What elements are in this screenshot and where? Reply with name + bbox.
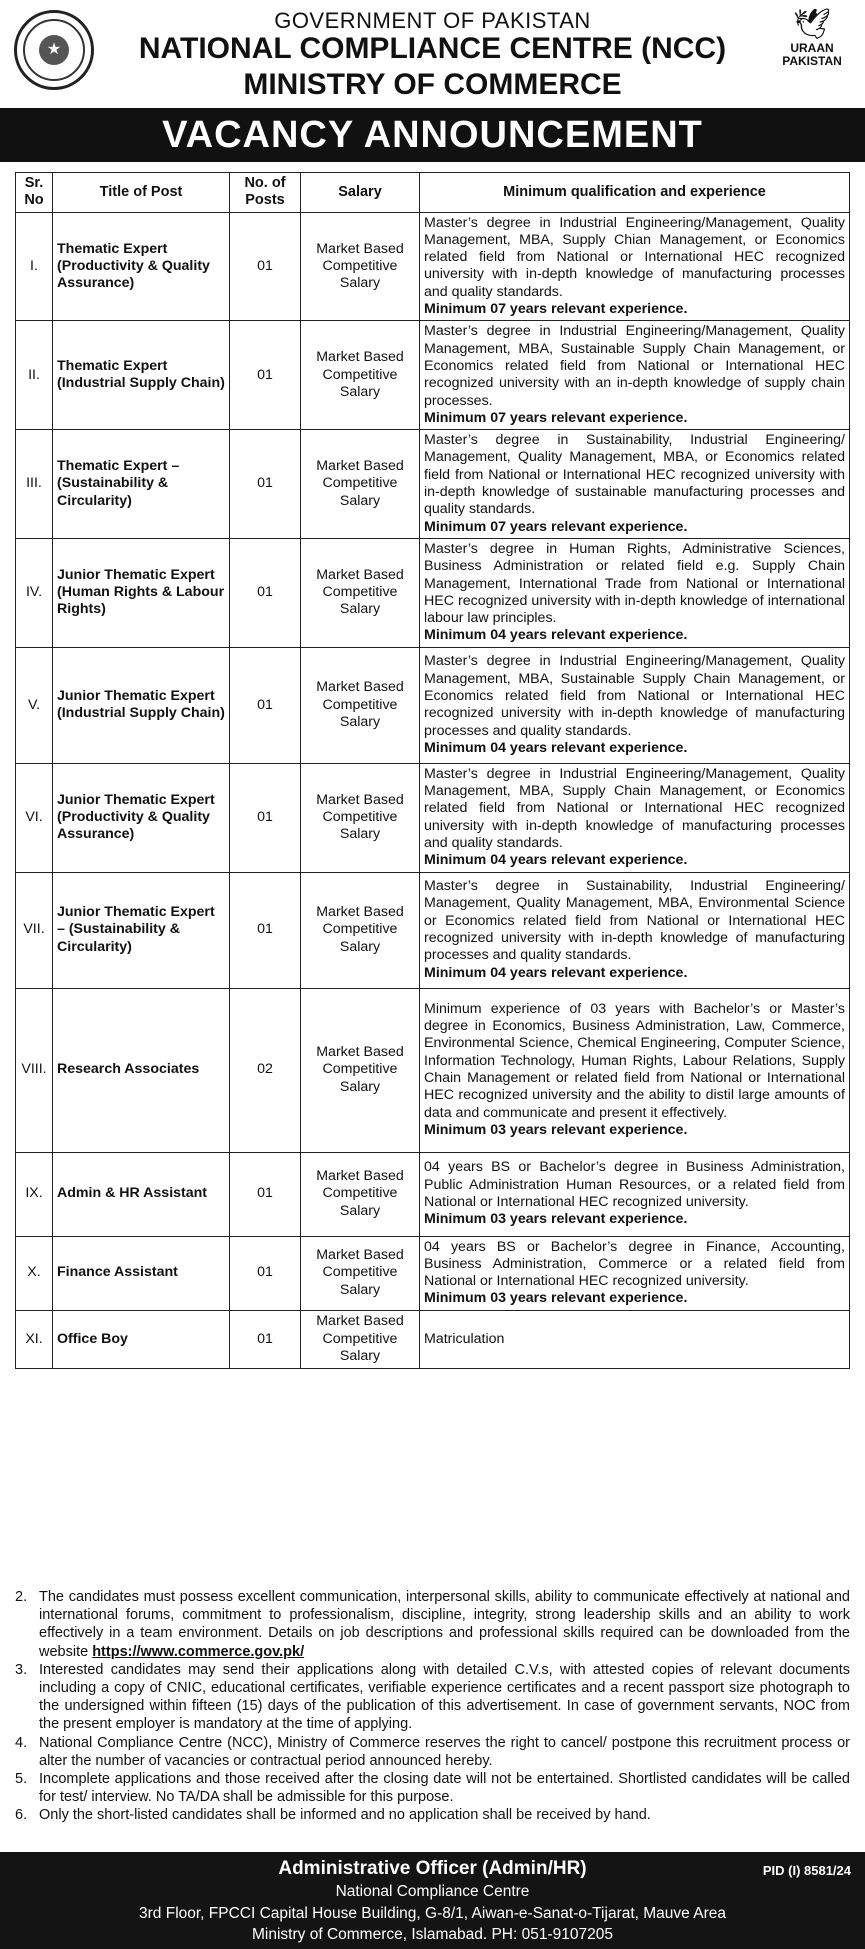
post-title: Junior Thematic Expert (Productivity & Quality Assurance) <box>53 763 230 872</box>
post-title: Research Associates <box>53 988 230 1152</box>
note-item <box>15 1734 850 1770</box>
salary: Market Based Competitive Salary <box>301 212 420 321</box>
note-item <box>15 1588 850 1661</box>
post-title: Thematic Expert (Industrial Supply Chain) <box>53 321 230 430</box>
note-number: 6. <box>15 1807 28 1824</box>
footer-block <box>0 1852 865 1949</box>
qualification-cell <box>420 321 850 430</box>
experience-requirement: Minimum 07 years relevant experience. <box>424 518 688 535</box>
column-header: No. of Posts <box>230 173 301 213</box>
experience-requirement: Minimum 04 years relevant experience. <box>424 739 688 756</box>
vacancy-banner: VACANCY ANNOUNCEMENT <box>0 108 865 162</box>
post-title: Finance Assistant <box>53 1236 230 1310</box>
uraan-pakistan-logo <box>767 8 857 100</box>
experience-requirement: Minimum 04 years relevant experience. <box>424 964 688 981</box>
post-count: 01 <box>230 647 301 763</box>
ministry-heading: MINISTRY OF COMMERCE <box>243 68 622 101</box>
salary: Market Based Competitive Salary <box>301 538 420 647</box>
experience-requirement: Minimum 03 years relevant experience. <box>424 1121 688 1138</box>
post-count: 01 <box>230 1152 301 1236</box>
salary: Market Based Competitive Salary <box>301 647 420 763</box>
table-row <box>16 212 850 321</box>
table-header-row <box>16 173 850 213</box>
note-number: 4. <box>15 1734 28 1751</box>
serial-number: VII. <box>16 872 53 988</box>
note-item <box>15 1770 850 1806</box>
website-link[interactable]: https://www.commerce.gov.pk/ <box>92 1643 305 1660</box>
page-header <box>0 0 865 108</box>
column-header: Minimum qualification and experience <box>420 173 850 213</box>
bird-icon: 🕊 <box>792 8 832 41</box>
column-header: Sr. No <box>16 173 53 213</box>
post-count: 01 <box>230 872 301 988</box>
post-title: Junior Thematic Expert (Human Rights & Labour Rights) <box>53 538 230 647</box>
serial-number: IV. <box>16 538 53 647</box>
serial-number: VI. <box>16 763 53 872</box>
qualification-cell <box>420 430 850 539</box>
serial-number: VIII. <box>16 988 53 1152</box>
table-row <box>16 763 850 872</box>
qualification-text: 04 years BS or Bachelor’s degree in Business Administration, Public Administration Human Resources, or a related field from National or International HEC recognized university. <box>424 1159 845 1210</box>
serial-number: III. <box>16 430 53 539</box>
post-count: 01 <box>230 538 301 647</box>
post-title: Office Boy <box>53 1310 230 1368</box>
experience-requirement: Minimum 04 years relevant experience. <box>424 852 688 869</box>
note-number: 5. <box>15 1771 28 1788</box>
experience-requirement: Minimum 04 years relevant experience. <box>424 627 688 644</box>
salary: Market Based Competitive Salary <box>301 988 420 1152</box>
qualification-text: Master’s degree in Human Rights, Administrative Sciences, Business Administration or related field e.g. Supply Chain Management, International Trade from National or International HEC recognized university with in-depth knowledge of international labour law principles. <box>424 540 845 627</box>
qualification-text: Master’s degree in Industrial Engineering/Management, Quality Management, MBA, Supply Chain Management, or Economics related field from National or International HEC recognized university with in-depth knowledge of manufacturing processes and quality standards. <box>424 765 845 851</box>
government-heading: GOVERNMENT OF PAKISTAN <box>274 8 591 33</box>
note-text: Interested candidates may send their applications along with detailed C.V.s, with attested copies of relevant documents including a copy of CNIC, educational certificates, verifiable experience certificates and a recent passport size photograph to the undersigned within fifteen (15) days of the publication of this advertisement. In case of government servants, NOC from the present employer is mandatory at the time of applying. <box>39 1661 850 1733</box>
post-title: Junior Thematic Expert (Industrial Supply Chain) <box>53 647 230 763</box>
table-row <box>16 538 850 647</box>
serial-number: I. <box>16 212 53 321</box>
qualification-cell <box>420 538 850 647</box>
qualification-cell <box>420 647 850 763</box>
serial-number: X. <box>16 1236 53 1310</box>
experience-requirement: Minimum 03 years relevant experience. <box>424 1211 688 1228</box>
column-header: Salary <box>301 173 420 213</box>
post-count: 01 <box>230 1236 301 1310</box>
table-row <box>16 872 850 988</box>
note-item <box>15 1661 850 1734</box>
post-title: Admin & HR Assistant <box>53 1152 230 1236</box>
salary: Market Based Competitive Salary <box>301 1236 420 1310</box>
table-row <box>16 1310 850 1368</box>
table-row <box>16 1152 850 1236</box>
note-item <box>15 1806 850 1824</box>
serial-number: II. <box>16 321 53 430</box>
vacancy-table <box>15 172 850 1369</box>
salary: Market Based Competitive Salary <box>301 1152 420 1236</box>
table-row <box>16 321 850 430</box>
note-number: 2. <box>15 1589 28 1605</box>
post-count: 02 <box>230 988 301 1152</box>
experience-requirement: Minimum 07 years relevant experience. <box>424 409 688 426</box>
pid-number: PID (I) 8581/24 <box>762 1863 851 1878</box>
qualification-cell <box>420 1310 850 1368</box>
experience-requirement: Minimum 03 years relevant experience. <box>424 1290 688 1307</box>
post-count: 01 <box>230 1310 301 1368</box>
salary: Market Based Competitive Salary <box>301 763 420 872</box>
qualification-cell <box>420 988 850 1152</box>
notes-section <box>15 1588 850 1825</box>
post-count: 01 <box>230 321 301 430</box>
note-text: The candidates must possess excellent communication, interpersonal skills, ability to communicate effectively at national and international forums, commitment to professionalism, discipline, integrity, strong leadership skills and an ability to work effectively in a team environment. Details on job descriptions and professional skills required can be downloaded from the website <box>39 1589 850 1660</box>
footer-contact: Ministry of Commerce, Islamabad. PH: 051-9107205 <box>252 1926 613 1943</box>
uraan-logo-text: URAAN PAKISTAN <box>782 41 842 68</box>
serial-number: V. <box>16 647 53 763</box>
qualification-text: Minimum experience of 03 years with Bachelor’s or Master’s degree in Economics, Business Administration, Law, Commerce, Environmental Science, Chemical Engineering, Computer Science, Information Technology, Human Rights, Labour Relations, Supply Chain Management or related field from National or International HEC recognized university and the ability to distil large amounts of data and communicate and present it effectively. <box>424 1000 845 1121</box>
salary: Market Based Competitive Salary <box>301 321 420 430</box>
qualification-text: Master’s degree in Industrial Engineering/Management, Quality Management, MBA, Sustainable Supply Chain Management, or Economics related field from National or International HEC recognized university with an in-depth knowledge of supply chain processes. <box>424 323 845 409</box>
post-title: Thematic Expert – (Sustainability & Circularity) <box>53 430 230 539</box>
footer-organization: National Compliance Centre <box>335 1883 530 1900</box>
post-title: Thematic Expert (Productivity & Quality Assurance) <box>53 212 230 321</box>
qualification-text: 04 years BS or Bachelor’s degree in Finance, Accounting, Business Administration, Commerce or a related field from National or International HEC recognized university. <box>424 1238 845 1290</box>
salary: Market Based Competitive Salary <box>301 872 420 988</box>
table-row <box>16 430 850 539</box>
post-title: Junior Thematic Expert – (Sustainability & Circularity) <box>53 872 230 988</box>
qualification-cell <box>420 1152 850 1236</box>
table-row <box>16 988 850 1152</box>
note-text: Only the short-listed candidates shall be informed and no application shall be received by hand. <box>39 1807 651 1824</box>
organization-heading: NATIONAL COMPLIANCE CENTRE (NCC) <box>138 32 727 65</box>
qualification-text: Master’s degree in Sustainability, Industrial Engineering/ Management, Quality Management, MBA, or Economics related field from National or International HEC recognized university with in-depth knowledge of sustainable manufacturing processes and quality standards. <box>424 432 845 518</box>
serial-number: XI. <box>16 1310 53 1368</box>
qualification-text: Master’s degree in Industrial Engineering/Management, Quality Management, MBA, Supply Chian Management, or Economics related field from National or International HEC recognized university with in-depth knowledge of manufacturing processes and quality standards. <box>424 214 845 300</box>
qualification-cell <box>420 763 850 872</box>
note-text: National Compliance Centre (NCC), Ministry of Commerce reserves the right to cancel/ postpone this recruitment process or alter the number of vacancies or contractual period announced hereby. <box>39 1734 850 1769</box>
experience-requirement: Minimum 07 years relevant experience. <box>424 301 688 318</box>
column-header: Title of Post <box>53 173 230 213</box>
salary: Market Based Competitive Salary <box>301 1310 420 1368</box>
qualification-text: Master’s degree in Industrial Engineering/Management, Quality Management, MBA, Sustainable Supply Chain Management, or Economics related field from National or International HEC recognized university with in-depth knowledge of manufacturing processes and quality standards. <box>424 653 845 739</box>
footer-title: Administrative Officer (Admin/HR) <box>278 1858 587 1879</box>
note-number: 3. <box>15 1661 28 1678</box>
table-row <box>16 647 850 763</box>
serial-number: IX. <box>16 1152 53 1236</box>
note-text: Incomplete applications and those received after the closing date will not be entertained. Shortlisted candidates will be called for test/ interview. No TA/DA shall be admissible for this purpose. <box>39 1771 850 1806</box>
post-count: 01 <box>230 430 301 539</box>
qualification-text: Master’s degree in Sustainability, Industrial Engineering/ Management, Quality Management, MBA, Environmental Science or Economics related field from National or International HEC recognized university with in-depth knowledge of manufacturing processes and quality standards. <box>424 878 845 964</box>
qualification-cell <box>420 212 850 321</box>
star-icon: ★ <box>46 41 62 58</box>
qualification-text: Matriculation <box>424 1330 505 1347</box>
qualification-cell <box>420 872 850 988</box>
qualification-cell <box>420 1236 850 1310</box>
table-row <box>16 1236 850 1310</box>
post-count: 01 <box>230 763 301 872</box>
post-count: 01 <box>230 212 301 321</box>
salary: Market Based Competitive Salary <box>301 430 420 539</box>
footer-address: 3rd Floor, FPCCI Capital House Building, G-8/1, Aiwan-e-Sanat-o-Tijarat, Mauve Area <box>139 1905 726 1922</box>
